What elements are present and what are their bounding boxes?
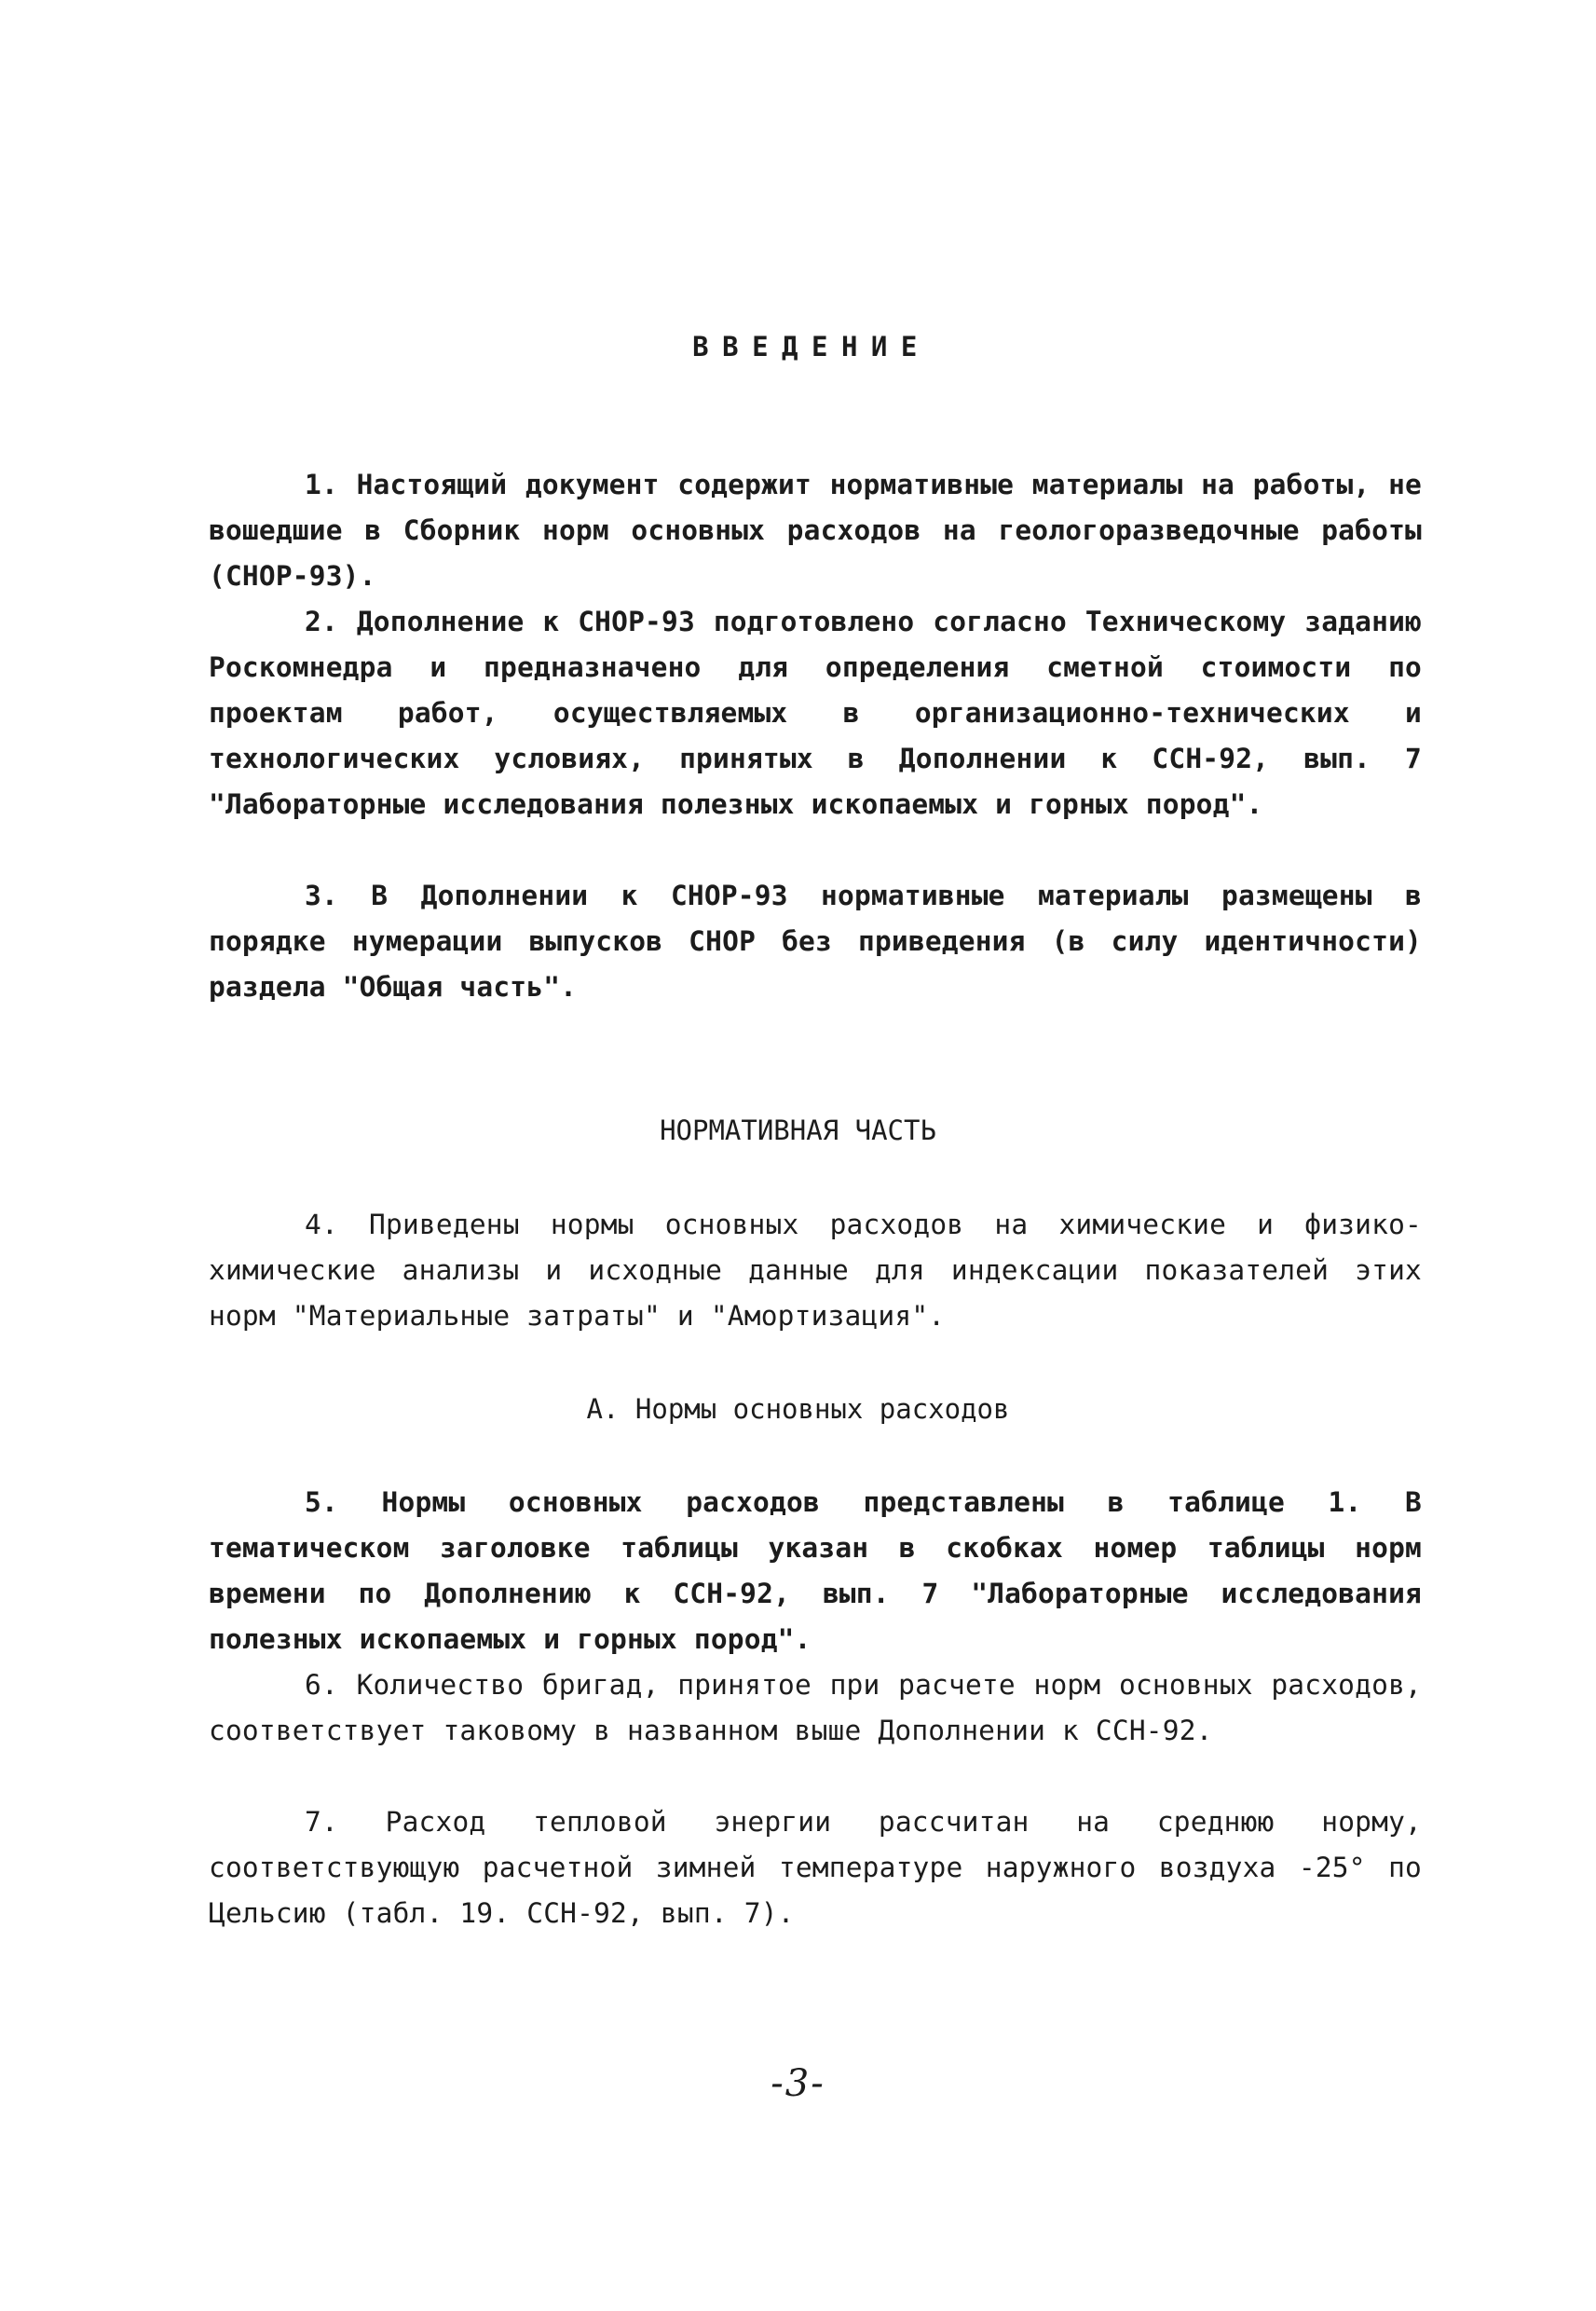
intro-paragraph-3: 3. В Дополнении к СНОР-93 нормативные материалы размещены в порядке нумерации выпусков СНОР без приведения (в силу идентичности) раздела "Общая часть". (209, 880, 1422, 1003)
normative-paragraph-4-text: 4. Приведены нормы основных расходов на химические и физико-химические анализы и исходные данные для индексации показателей этих норм "Материальные затраты" и "Амортизация". (209, 1209, 1422, 1332)
intro-paragraph-2: 2. Дополнение к СНОР-93 подготовлено согласно Техническому заданию Роскомнедра и предназначено для определения сметной стоимости по проектам работ, осуществляемых в организационно-технических и технологических условиях, принятых в Дополнении к ССН-92, вып. 7 "Лабораторные исследования полезных ископаемых и горных пород". (209, 606, 1422, 820)
page-number: -3- (771, 2062, 825, 2105)
norms-paragraph-6-text: 6. Количество бригад, принятое при расчете норм основных расходов, соответствует таковому в названном выше Дополнении к ССН-92. (209, 1669, 1422, 1746)
norms-paragraph-7-text: 7. Расход тепловой энергии рассчитан на среднюю норму, соответствующую расчетной зимней температуре наружного воздуха -25° по Цельсию (табл. 19. ССН-92, вып. 7). (209, 1806, 1422, 1929)
normative-paragraph-4 (209, 1202, 1422, 1339)
norms-paragraph-7 (209, 1799, 1422, 1936)
intro-paragraph-1: 1. Настоящий документ содержит нормативные материалы на работы, не вошедшие в Сборник норм основных расходов на геологоразведочные работы (СНОР-93). (209, 469, 1422, 592)
norms-subsection-heading: А. Нормы основных расходов (586, 1393, 1010, 1425)
introduction-heading: ВВЕДЕНИЕ (692, 331, 931, 362)
norms-paragraph-6 (209, 1662, 1422, 1754)
normative-part-heading: НОРМАТИВНАЯ ЧАСТЬ (660, 1114, 936, 1146)
norms-paragraph-5: 5. Нормы основных расходов представлены в таблице 1. В тематическом заголовке таблицы указан в скобках номер таблицы норм времени по Дополнению к ССН-92, вып. 7 "Лабораторные исследования полезных ископаемых и горных пород". (209, 1486, 1422, 1655)
